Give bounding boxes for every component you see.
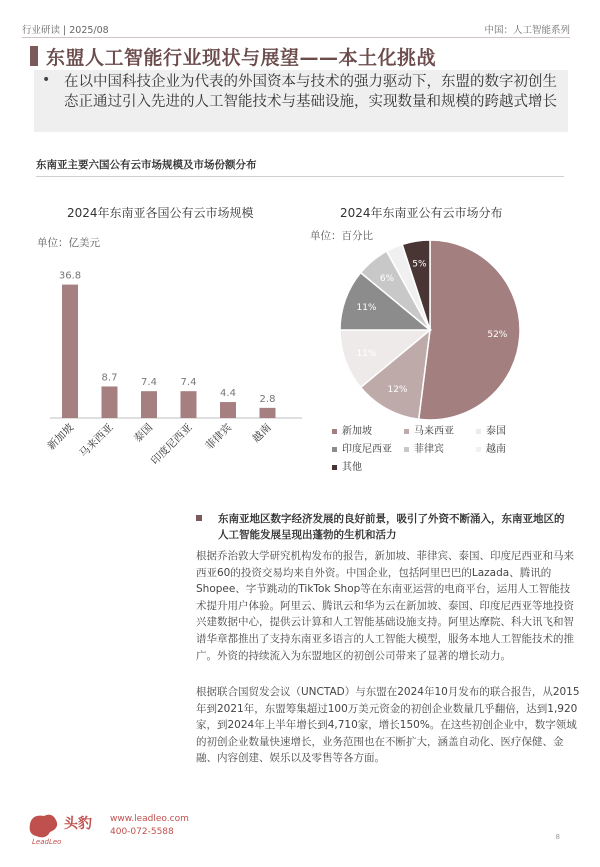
legend-swatch <box>404 447 409 452</box>
pie-legend-item <box>332 423 404 441</box>
legend-label: 泰国 <box>486 426 506 437</box>
header-right: 中国：人工智能系列 <box>484 25 570 36</box>
footer-website: www.leadleo.com <box>110 814 189 824</box>
pie-chart-title: 2024年东南亚公有云市场分布 <box>340 206 503 220</box>
pie-legend-item <box>476 441 548 459</box>
bar-0 <box>62 285 78 418</box>
summary-text: 在以中国科技企业为代表的外国资本与技术的强力驱动下，东盟的数字初创生态正通过引入先进的人工智能技术与基础设施，实现数量和规模的跨越式增长 <box>64 74 557 110</box>
legend-label: 其他 <box>342 462 362 473</box>
paragraph-2: 根据联合国贸发会议（UNCTAD）与东盟在2024年10月发布的联合报告，从2015年到2021年，东盟筹集超过100万美元资金的初创企业数量几乎翻倍，达到1,920家，到2024年上半年增长到4,710家，增长150%。在这些初创企业中，数字领域的初创企业数量快速增长，业务范围也在不断扩大，涵盖自动化、医疗保健、金融、内容创建、娱乐以及零售等各方面。 <box>196 686 580 765</box>
pie-legend-item <box>404 423 476 441</box>
bar-5 <box>260 408 276 418</box>
title-accent-bar <box>30 46 38 66</box>
legend-swatch <box>476 447 481 452</box>
pie-legend-item <box>332 441 404 459</box>
bar-category-label-0: 新加坡 <box>45 421 77 453</box>
legend-label: 越南 <box>486 444 506 455</box>
legend-swatch <box>332 465 337 470</box>
bar-category-label-3: 印度尼西亚 <box>149 421 195 468</box>
bar-value-label-4: 4.4 <box>220 388 236 400</box>
pie-legend <box>332 423 552 477</box>
bar-category-label-1: 马来西亚 <box>77 421 116 460</box>
bar-value-label-2: 7.4 <box>141 377 157 389</box>
bar-value-label-1: 8.7 <box>101 372 118 384</box>
paragraph-1: 根据乔治敦大学研究机构发布的报告，新加坡、菲律宾、泰国、印度尼西亚和马来西亚60的投资交易均来自外资。中国企业，包括阿里巴巴的Lazada、腾讯的Shopee、字节跳动的TikTok Shop等在东南亚运营的电商平台，运用人工智能技术提升用户体验。阿里云、腾讯云和华为云在新加坡、泰国、印度尼西亚等地投资兴建数据中心，提供云计算和人工智能基础设施支持。阿里达摩院、科大讯飞和智谱华章都推出了支持东南亚多语言的人工智能大模型，服务本地人工智能技术的推广。外资的持续流入为东盟地区的初创公司带来了显著的增长动力。 <box>196 550 574 662</box>
pie-value-label-3: 11% <box>356 303 377 314</box>
bar-category-label-5: 越南 <box>250 421 274 445</box>
bar-chart-unit: 单位：亿美元 <box>37 237 100 249</box>
section-divider <box>36 176 564 177</box>
summary-bullet: • <box>42 72 51 88</box>
highlight-square-icon <box>196 515 202 521</box>
bar-chart-title: 2024年东南亚各国公有云市场规模 <box>67 206 254 220</box>
pie-value-label-1: 12% <box>387 385 408 396</box>
legend-swatch <box>332 429 337 434</box>
legend-label: 菲律宾 <box>414 444 444 455</box>
legend-label: 马来西亚 <box>414 426 454 437</box>
pie-value-label-0: 52% <box>487 330 508 341</box>
highlight-text: 东南亚地区数字经济发展的良好前景，吸引了外资不断涌入，东南亚地区的人工智能发展呈现出蓬勃的生机和活力 <box>218 513 565 541</box>
logo-en-text: LeadLeo <box>32 838 62 846</box>
pie-value-label-6: 5% <box>412 259 427 270</box>
summary-box <box>34 70 568 132</box>
legend-label: 印度尼西亚 <box>342 444 392 455</box>
bar-chart <box>40 250 310 480</box>
bar-2 <box>141 391 157 418</box>
legend-swatch <box>404 429 409 434</box>
pie-value-label-4: 6% <box>379 273 395 284</box>
page-number: 8 <box>555 833 560 841</box>
legend-label: 新加坡 <box>342 426 372 437</box>
footer-phone: 400-072-5588 <box>110 827 174 837</box>
bar-3 <box>181 391 197 418</box>
logo-cn-text: 头豹 <box>64 816 92 832</box>
bar-4 <box>220 402 236 418</box>
bar-value-label-3: 7.4 <box>180 377 197 389</box>
pie-legend-item <box>476 423 548 441</box>
pie-value-label-2: 11% <box>356 348 377 359</box>
legend-swatch <box>332 447 337 452</box>
header-left: 行业研读 | 2025/08 <box>22 25 109 36</box>
bar-category-label-2: 泰国 <box>131 421 156 445</box>
section-title: 东南亚主要六国公有云市场规模及市场份额分布 <box>36 159 257 171</box>
header-divider <box>22 37 570 38</box>
pie-chart-unit: 单位：百分比 <box>310 230 373 242</box>
legend-swatch <box>476 429 481 434</box>
bar-category-label-4: 菲律宾 <box>203 421 235 453</box>
page-title: 东盟人工智能行业现状与展望——本土化挑战 <box>46 47 437 69</box>
leadleo-logo <box>26 806 106 848</box>
bar-value-label-5: 2.8 <box>259 393 276 405</box>
bar-1 <box>102 386 118 418</box>
pie-chart <box>330 230 530 420</box>
pie-legend-item <box>404 441 476 459</box>
bar-value-label-0: 36.8 <box>58 270 82 282</box>
pie-legend-item <box>332 459 404 477</box>
